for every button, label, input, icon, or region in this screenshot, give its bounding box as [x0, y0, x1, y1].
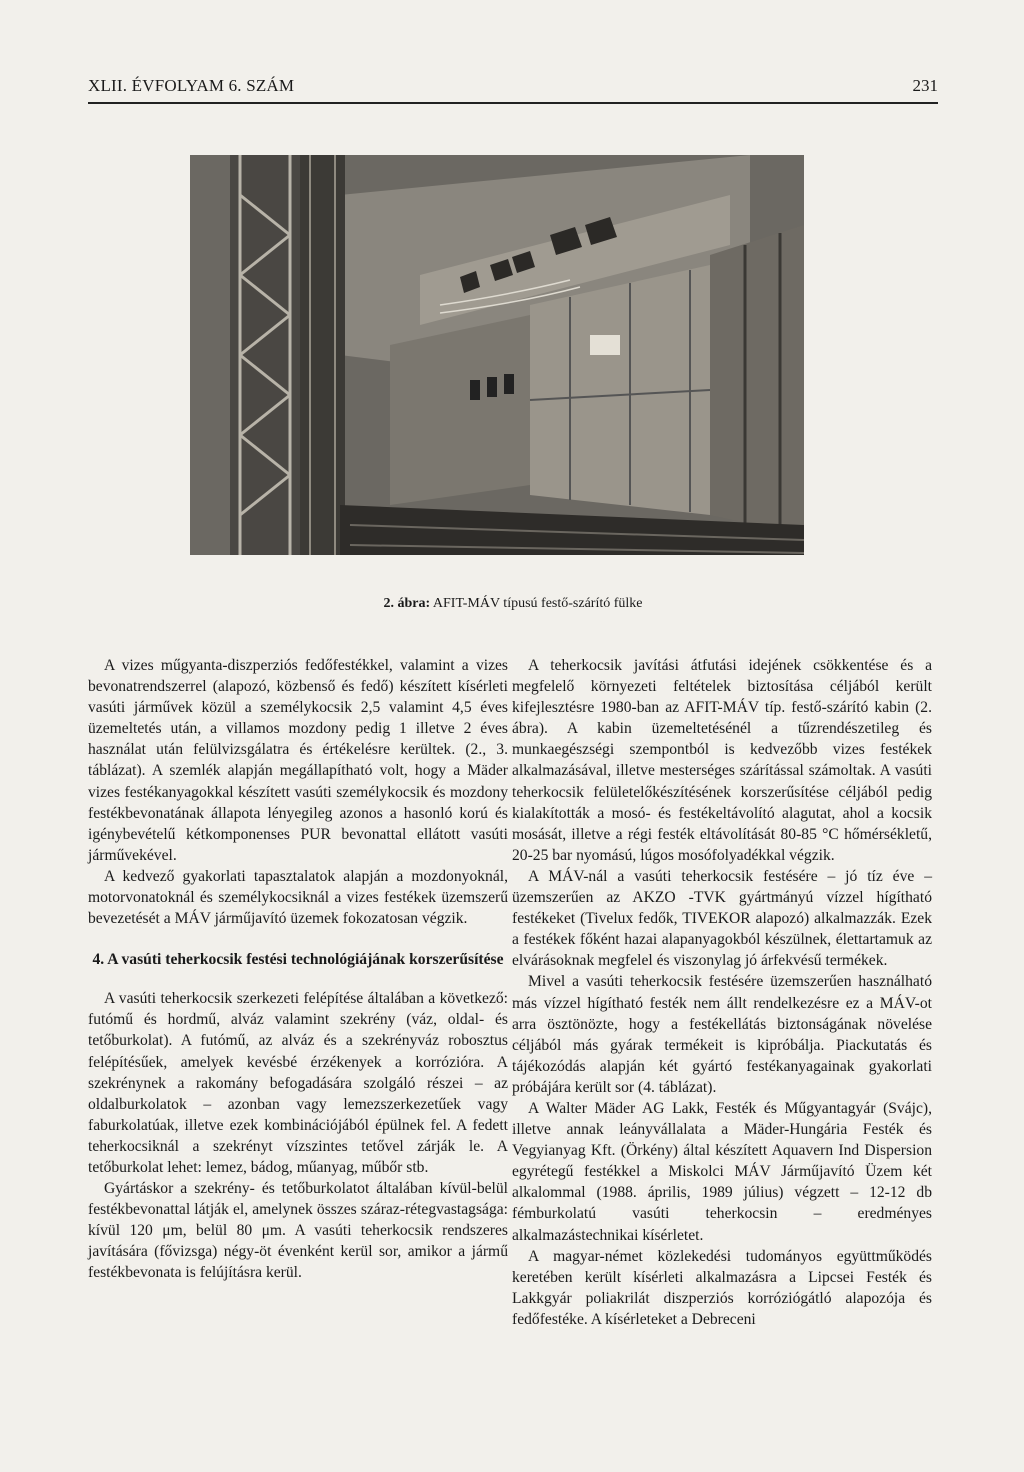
paragraph: A kedvező gyakorlati tapasztalatok alapján a mozdonyoknál, motorvonatoknál és személykocsiknál a vizes festékek üzemszerű bevezetését a MÁV járműjavító üzemek fokozatosan végzik.	[88, 867, 508, 928]
page-number: 231	[912, 76, 938, 95]
paragraph: A magyar-német közlekedési tudományos együttműködés keretében került kísérleti alkalmazásra a Lipcsei Festék és Lakkgyár poliakrilát diszperziós korróziógátló alapozója és fedőfestéke. A kísérleteket a Debreceni	[512, 1247, 932, 1328]
running-header	[88, 76, 938, 104]
figure-caption-text: AFIT-MÁV típusú festő-szárító fülke	[432, 596, 643, 611]
figure-caption	[88, 596, 938, 612]
paragraph: Mivel a vasúti teherkocsik festésére üzemszerűen használható más vízzel hígítható festék nem állt rendelkezésre ez a MÁV-ot arra ösztönözte, hogy a festékellátás biztonságának növelése céljából más gyárak termékeit is kipróbálja. Piackutatás és tájékozódás alapján két gyártó festékanyagainak gyakorlati próbájára került sor (4. táblázat).	[512, 973, 932, 1096]
left-column	[88, 655, 508, 1284]
spray-booth-photo	[190, 155, 804, 555]
figure-number: 2. ábra:	[383, 596, 431, 611]
paragraph: Gyártáskor a szekrény- és tetőburkolatot általában kívül-belül festékbevonattal látják el, amelynek összes száraz-rétegvastagsága: kívül 120 μm, belül 80 μm. A vasúti teherkocsik rendszeres javítására (fővizsga) négy-öt évenként kerül sor, amikor a jármű festékbevonata is felújításra kerül.	[88, 1180, 508, 1282]
paragraph: A MÁV-nál a vasúti teherkocsik festésére – jó tíz éve – üzemszerűen az AKZO -TVK gyártmányú vízzel hígítható festékeket (Tivelux fedők, TIVEKOR alapozó) alkalmazzák. Ezek a festékek főként hazai alapanyagokból készülnek, élettartamuk az elvárásoknak megfelel és viszonylag jó árfekvésű termékek.	[512, 867, 932, 970]
paragraph: A vizes műgyanta-diszperziós fedőfestékkel, valamint a vizes bevonatrendszerrel (alapozó, közbenső és fedő) készített kísérleti vasúti járművek közül a személykocsik 2,5 valamint 4,5 éves üzemeltetés után, a villamos mozdony pedig 1 illetve 2 éves használat után felülvizsgálatra és értékelésre kerültek. (2., 3. táblázat). A szemlék alapján megállapítható volt, hogy a Mäder vizes festékanyagokkal készített vasúti személykocsik és mozdony festékbevonatának állapota lényegileg azonos a hasonló korú és igénybevételű kétkomponenses PUR bevonattal ellátott vasúti járművekével.	[88, 657, 508, 864]
journal-volume: XLII. ÉVFOLYAM 6. SZÁM	[88, 76, 295, 95]
figure-photo	[190, 155, 804, 555]
paragraph: A teherkocsik javítási átfutási idejének csökkentése és a megfelelő környezeti feltételek biztosítása céljából került kifejlesztésre 1980-ban az AFIT-MÁV típ. festő-szárító kabin (2. ábra). A kabin üzemeltetésénél a tűzrendészetileg és munkaegészségi szempontból is kedvezőbb vizes festékek alkalmazásával, illetve mesterséges szárítással számoltak. A vasúti teherkocsik felületelőkészítésének korszerűsítése céljából pedig kialakították a mosó- és festékeltávolító alagutat, ahol a kocsik mosását, illetve a régi festék eltávolítását 80-85 °C hőmérsékletű, 20-25 bar nyomású, lúgos mosófolyadékkal végzik.	[512, 657, 932, 864]
right-column	[512, 655, 932, 1330]
paragraph: A vasúti teherkocsik szerkezeti felépítése általában a következő: futómű és hordmű, alváz valamint szekrény (váz, oldal- és tetőburkolat). A futómű, az alváz és a szekrényváz robosztus felépítésűek, amelyek kevésbé érzékenyek a korrózióra. A szekrénynek a rakomány befogadására szolgáló részei – az oldalburkolatok – azonban vagy lemezszerkezetűek vagy faburkolatúak, illetve ezek kombinációjából épülnek fel. A fedett teherkocsiknál a szekrényt vízszintes tetővel zárják le. A tetőburkolat lehet: lemez, bádog, műanyag, műbőr stb.	[88, 990, 508, 1176]
paragraph: A Walter Mäder AG Lakk, Festék és Műgyantagyár (Svájc), illetve annak leányvállalata a Mäder-Hungária Festék és Vegyianyag Kft. (Örkény) által készített Aquavern Ind Dispersion egyrétegű festékkel a Miskolci MÁV Járműjavító Üzem két alkalommal (1988. április, 1989 július) végzett – 12-12 db fémburkolatú vasúti teherkocsin – eredményes alkalmazástechnikai kísérletet.	[512, 1099, 932, 1244]
section-heading: 4. A vasúti teherkocsik festési technológiájának korszerűsítése	[92, 951, 504, 969]
